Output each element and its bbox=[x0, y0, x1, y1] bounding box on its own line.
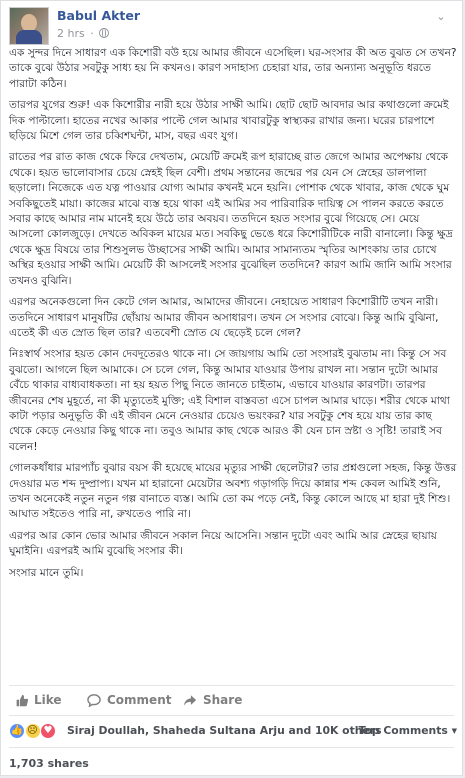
chevron-down-icon[interactable]: ⌄ bbox=[436, 10, 446, 23]
caret-down-icon: ▾ bbox=[451, 724, 457, 737]
post-paragraph: রাতের পর রাত কাজ থেকে ফিরে দেখতাম, মেয়েটি ক্রমেই রূপ হারাচ্ছে রাত জেগে আমার অপেক্ষায় থেকে থেকে। হয়ত ভালোবাসার চেয়ে স্নেহই ছিল বেশী। প্রথম সন্তানের জন্মের পর যেন সে স্নেহের ডালপালা ছড়ালো। নিজেকে এত যত্ন পাওয়ার যোগ্য আমার কখনই মনে হয়নি। পোশাক থেকে খাবার, কাজ থেকে ঘুম সবকিছুতেই মায়া। কাজের মাঝে ব্যস্ত হয়ে থাকা এই আমির সব পারিবারিক দায়িত্ব সে পালন করতে করতে সবার কাছে আমার নাম মানেই হয়ে উঠে তার অবয়ব। ততদিনে হয়ত সংসার বুঝে গিয়েছে সে। মেয়ে আসলো কোলজুড়ে। দেখতে অবিকল মায়ের মত। সবকিছু ভেঙে ধরে কিশোরীটিকে নারী বানালো। কিন্তু ক্ষুদ্র থেকে ক্ষুদ্র বিষয়ে তার শিশুসুলভ উচ্ছাসের সাক্ষী আমি। আমার সামান্যতম স্মৃতির আশংকায় তার চোখে অস্থির হওয়ার সাক্ষী আমি। মেয়েটি কী আসলেই সংসার বুঝেছিল ততদিনে? কারণ আমি জানি আমি সংসার তখনও বুঝিনি। bbox=[9, 151, 453, 287]
post-paragraph: সংসার মানে তুমি। bbox=[9, 566, 84, 579]
comment-button[interactable] bbox=[87, 693, 171, 707]
share-label: Share bbox=[203, 693, 243, 707]
post-header bbox=[9, 7, 449, 41]
reaction-names[interactable]: Siraj Doullah, Shaheda Sultana Arju and 10K others bbox=[67, 724, 382, 737]
speech-bubble-icon bbox=[87, 694, 101, 707]
shares-count[interactable]: 1,703 shares bbox=[9, 757, 89, 770]
post-meta bbox=[57, 27, 109, 40]
reactions-bar bbox=[9, 723, 457, 741]
sad-reaction-icon[interactable]: ☹ bbox=[25, 723, 41, 739]
avatar-shirt bbox=[16, 30, 42, 44]
like-label: Like bbox=[34, 693, 62, 707]
divider bbox=[9, 747, 454, 748]
post-paragraph: এরপর অনেকগুলো দিন কেটে গেল আমার, আমাদের জীবনে। নেহায়েত সাধারণ কিশোরীটি তখন নারী। ততদিনে সাধারণ মানুষটির ছোঁয়ায় আমার জীবন অসাধারণ। তখন সে সংসার বোঝে। কিন্তু আমি বুঝিনা, এতেই কী এত স্রোত ছিল তার? এতবেশী স্রোত যে ছেড়েই চলে গেল? bbox=[9, 296, 439, 339]
top-comments-dropdown[interactable] bbox=[359, 724, 457, 737]
post-body bbox=[9, 46, 457, 587]
avatar[interactable] bbox=[9, 7, 49, 45]
post-paragraph: তারপর যুগের শুরু! এক কিশোরীর নারী হয়ে উঠার সাক্ষী আমি। ছোট ছোট আবদার আর কথাগুলো ক্রমেই দিক পাল্টালো। হাতের নখের আকার পাল্টে গেল আমার খাবারটুকু স্বাস্থ্যকর রাখার জন্য। ঘরের চারপাশে ছড়িয়ে মিশে গেল তার চব্বিশঘন্টা, মাস, বছর এবং যুগ। bbox=[9, 99, 449, 143]
comment-label: Comment bbox=[107, 693, 172, 707]
globe-icon[interactable] bbox=[99, 28, 109, 38]
post-paragraph: নিঃস্বার্থ সংসার হয়ত কোন দেবদূতেরও থাকে না। সে জায়গায় আমি তো সংসারই বুঝতাম না। কিন্তু সে সব বুঝতো। আগলে ছিল আমাকে। সে চলে গেল, কিন্তু আমার যাওয়ার উপায় রাখল না। সন্তান দুটো আমার বেঁচে থাকার বাধ্যবাধকতা। না হয় হয়ত পিছু নিতে জানতে চাইতাম, এভাবে যাওয়ার কারণটা। তারপর জীবনের শেষ মুহূর্তে, না কী মৃত্যুতেই মুক্তি; এই বিশাল বাস্তবতা এসে চাপল আমার ঘাড়ে। শরীর থেকে মাথা কাটা পড়ার অনুভূতি কী এই জীবন মেনে নেওয়ার চেয়েও ভয়ংকর? যার সবটুকু শেষ হয়ে যায় তার কাছ থেকে কেড়ে নেওয়ার কিছু থাকে না। তবুও আমার কাছ থেকে আরও কী যেন চান স্রষ্টা ও সৃষ্টি! তারাই সব বলেন! bbox=[9, 348, 450, 453]
divider bbox=[9, 685, 454, 686]
love-reaction-icon[interactable]: ♥ bbox=[40, 723, 56, 739]
like-button[interactable] bbox=[15, 693, 62, 707]
post-paragraph: গোলকধাঁধার মারপ্যাঁচ বুঝার বয়স কী হয়েছে মায়ের মৃত্যুর সাক্ষী ছেলেটার? তার প্রশ্নগুলো সহজ, কিন্তু উত্তর দেওয়ার মত শব্দ দুষ্প্রাপ্য। যখন মা হারানো মেয়েটার অবশ্য গড়াগড়ি দিয়ে কান্নার শব্দ কেবল আমিই শুনি, তখন অনেকেই নতুন নতুন গল্প বানাতে ব্যস্ত। আমি তো কম পড়ে নেই, কিন্তু কোলে আছে মা হারা দুই শিশু। আঘাত সইতেও পারি না, রুখতেও পারি না। bbox=[9, 462, 457, 521]
meta-separator: · bbox=[90, 27, 94, 40]
top-comments-label: Top Comments bbox=[358, 724, 448, 737]
action-bar bbox=[9, 691, 449, 713]
post-paragraph: এরপর আর কোন ভোর আমার জীবনে সকাল নিয়ে আসেনি। সন্তান দুটো এবং আমি আর স্নেহের ছায়ায় ঘুমাইনি। এরপরই আমি বুঝেছি সংসার কী। bbox=[9, 529, 437, 558]
author-name[interactable]: Babul Akter bbox=[57, 8, 141, 23]
like-reaction-icon[interactable]: 👍 bbox=[9, 723, 25, 739]
divider bbox=[9, 715, 454, 716]
reaction-icons[interactable] bbox=[9, 723, 52, 739]
post-paragraph: এক সুন্দর দিনে সাধারণ এক কিশোরী বউ হয়ে আমার জীবনে এসেছিল। ঘর-সংসার কী অত বুঝত সে তখন? তাকে বুঝে উঠার সবটুকু সাধ্য হয় নি কখনও। কারণ সদাহাস্য চেহারা যার, তার অন্যান্য অনুভূতি ধরতে পারাটা কঠিন। bbox=[9, 47, 457, 90]
post-time[interactable]: 2 hrs bbox=[57, 27, 85, 40]
share-button[interactable] bbox=[183, 693, 242, 707]
share-arrow-icon bbox=[183, 694, 197, 707]
thumbs-up-icon bbox=[15, 694, 28, 707]
